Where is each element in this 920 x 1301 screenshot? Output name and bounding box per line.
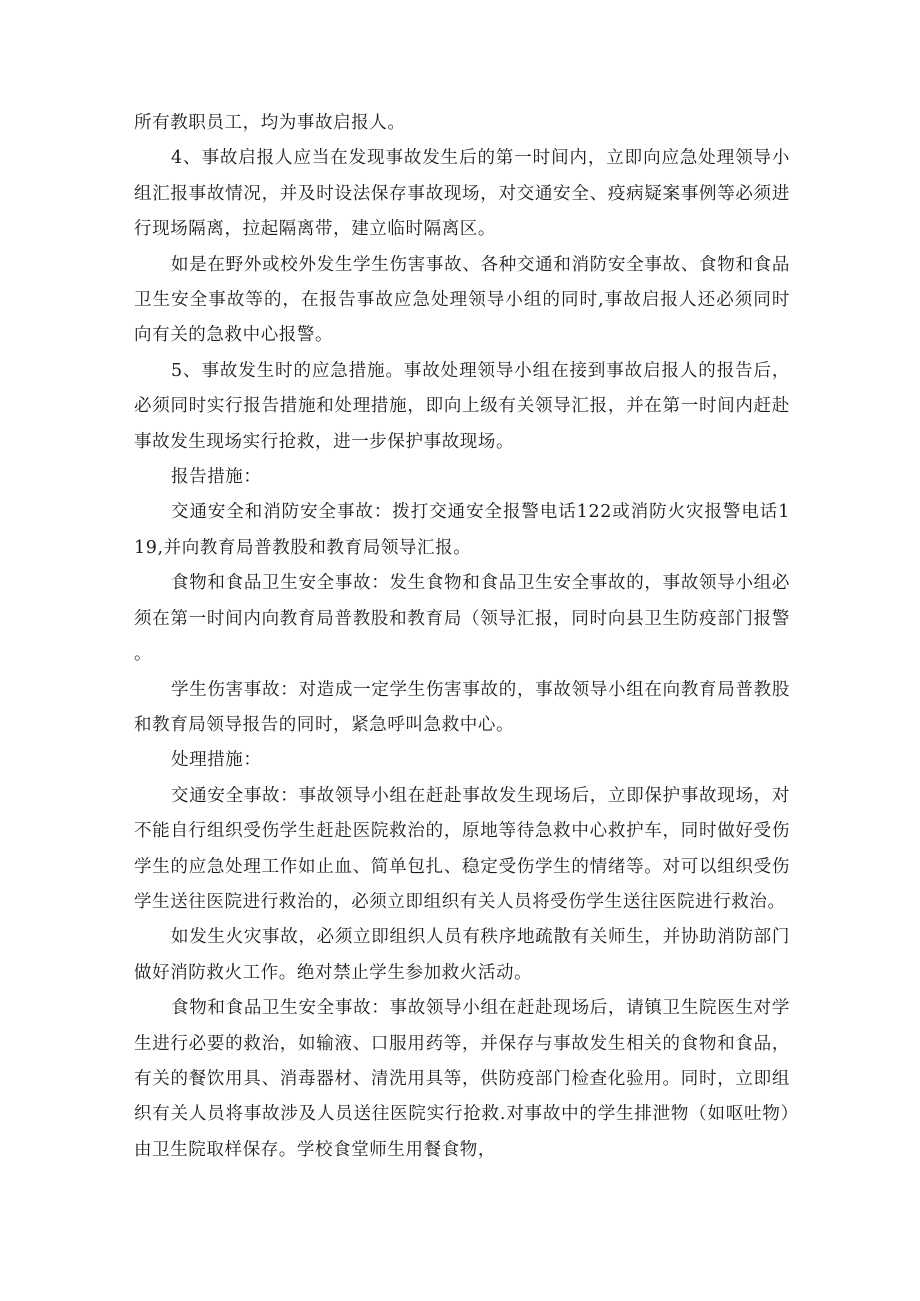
paragraph-report-food-safety: 食物和食品卫生安全事故：发生食物和食品卫生安全事故的，事故领导小组必须在第一时间内向教育局普教股和教育局（领导汇报，同时向县卫生防疫部门报警。 <box>134 573 790 665</box>
paragraph-report-traffic-fire: 交通安全和消防安全事故：拨打交通安全报警电话122或消防火灾报警电话119,并向教育局普教股和教育局领导汇报。 <box>134 502 790 558</box>
heading-handling-measures: 处理措施： <box>171 750 262 771</box>
paragraph-handling-food-safety: 食物和食品卫生安全事故：事故领导小组在赶赴现场后，请镇卫生院医生对学生进行必要的救治，如输液、口服用药等，并保存与事故发生相关的食物和食品，有关的餐饮用具、消毒器材、清洗用具等，供防疫部门检查化验用。同时，立即组织有关人员将事故涉及人员送往医院实行抢救.对事故中的学生排泄物（如呕吐物）由卫生院取样保存。学校食堂师生用餐食物， <box>134 998 790 1160</box>
paragraph-item-4: 4、事故启报人应当在发现事故发生后的第一时间内，立即向应急处理领导小组汇报事故情况，并及时设法保存事故现场，对交通安全、疫病疑案事例等必须进行现场隔离，拉起隔离带，建立临时隔离区。 <box>134 148 790 240</box>
paragraph-report-student-injury: 学生伤害事故：对造成一定学生伤害事故的，事故领导小组在向教育局普教股和教育局领导报告的同时，紧急呼叫急救中心。 <box>134 679 790 735</box>
paragraph-handling-fire: 如发生火灾事故，必须立即组织人员有秩序地疏散有关师生，并协助消防部门做好消防救火工作。绝对禁止学生参加救火活动。 <box>134 927 790 983</box>
paragraph-continuation: 所有教职员工，均为事故启报人。 <box>134 113 406 133</box>
document-page <box>134 106 790 1168</box>
paragraph-handling-traffic: 交通安全事故：事故领导小组在赶赴事故发生现场后，立即保护事故现场，对不能自行组织受伤学生赶赴医院救治的，原地等待急救中心救护车，同时做好受伤学生的应急处理工作如止血、简单包扎、稳定受伤学生的情绪等。对可以组织受伤学生送往医院进行救治的，必须立即组织有关人员将受伤学生送往医院进行救治。 <box>134 785 790 912</box>
paragraph-item-5: 5、事故发生时的应急措施。事故处理领导小组在接到事故启报人的报告后，必须同时实行报告措施和处理措施，即向上级有关领导汇报，并在第一时间内赶赴事故发生现场实行抢救，进一步保护事故现场。 <box>134 360 790 452</box>
paragraph-field-accident: 如是在野外或校外发生学生伤害事故、各种交通和消防安全事故、食物和食品卫生安全事故等的，在报告事故应急处理领导小组的同时,事故启报人还必须同时向有关的急救中心报警。 <box>134 254 790 346</box>
heading-report-measures: 报告措施： <box>171 467 262 488</box>
